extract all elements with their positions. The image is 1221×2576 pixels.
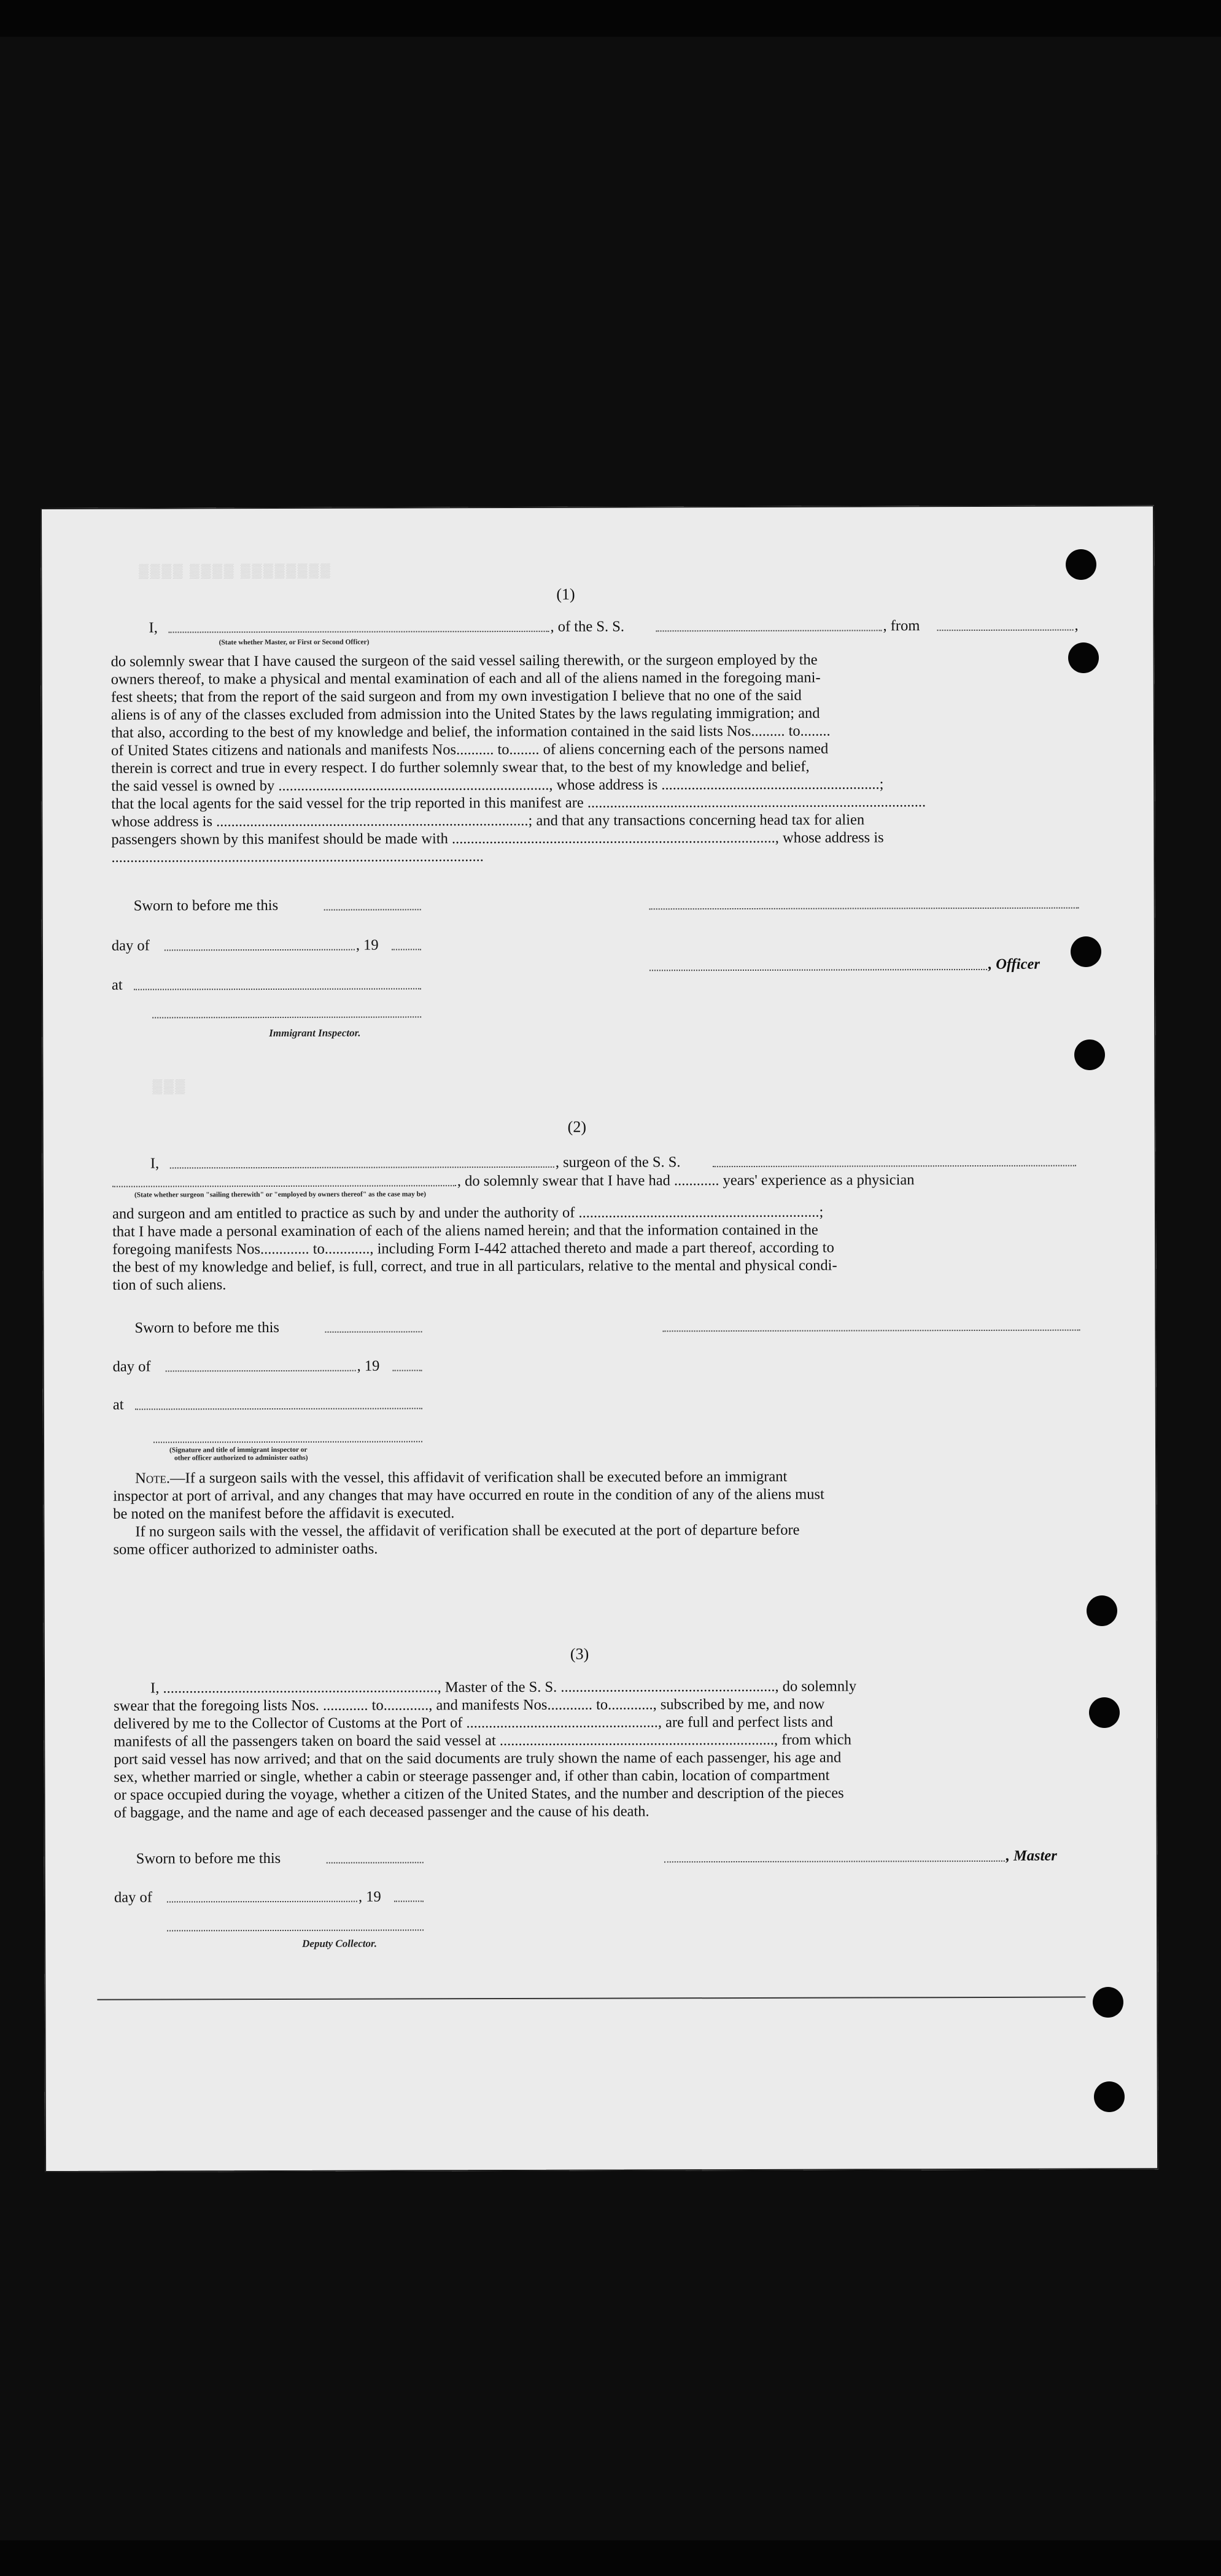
s2-surgeon-signature-blank <box>662 1319 1080 1332</box>
section-2-number: (2) <box>567 1117 587 1136</box>
s1-body <box>111 650 1082 866</box>
punch-hole <box>1087 1595 1117 1626</box>
s1-day-of-label: day of <box>111 937 150 954</box>
s3-body-line: manifests of all the passengers taken on board the said vessel at ........................................................................., from which <box>114 1731 851 1750</box>
s2-at-blank <box>135 1397 422 1409</box>
s3-body-line: delivered by me to the Collector of Customs at the Port of ..................................................., are full and perfect lists and <box>114 1713 833 1732</box>
s2-note-line: inspector at port of arrival, and any changes that may have occurred en route in the condition of any of the aliens must <box>113 1486 824 1505</box>
s1-body-line: of United States citizens and nationals and manifests Nos.......... to........ of aliens concerning each of the persons named <box>110 740 829 759</box>
s1-body-line: therein is correct and true in every respect. I do further solemnly swear that, to the best of my knowledge and belief, <box>111 758 810 777</box>
s2-note-line: If no surgeon sails with the vessel, the affidavit of verification shall be executed at the port of departure before <box>135 1521 800 1540</box>
s2-year-label: , 19 <box>357 1357 380 1375</box>
s2-at-label: at <box>112 1396 124 1413</box>
s1-body-line: whose address is ...................................................................................; and that any transactions concerning head tax for alien <box>111 811 865 830</box>
s2-inspector-signature-blank <box>153 1430 422 1443</box>
s1-officer-signature-blank <box>649 897 1079 910</box>
section-3-number: (3) <box>570 1645 589 1663</box>
bleed-through-mark: ▒▒▒ <box>152 1078 187 1094</box>
s2-line1-surgeon: , surgeon of the S. S. <box>555 1154 681 1171</box>
s1-sworn-label: Sworn to before me this <box>133 897 279 914</box>
s1-body-line: the said vessel is owned by ........................................................................, whose address is ..........................................................; <box>111 776 884 795</box>
punch-hole <box>1093 1987 1123 2018</box>
s1-at-blank <box>134 977 421 990</box>
s2-body-line: tion of such aliens. <box>112 1276 227 1294</box>
s3-body-line: of baggage, and the name and age of each deceased passenger and the cause of his death. <box>114 1803 649 1821</box>
s1-officer-blank <box>649 958 987 971</box>
s2-note-label: Note. <box>135 1470 171 1487</box>
s1-officer-label: , Officer <box>988 955 1040 973</box>
s1-officer-name-blank <box>168 620 549 633</box>
s3-day-blank <box>167 1890 357 1903</box>
s2-day-blank <box>166 1359 356 1372</box>
s2-status-blank <box>112 1174 456 1187</box>
s3-body-line: sex, whether married or single, whether a cabin or steerage passenger and, if other than cabin, location of compartment <box>114 1767 830 1786</box>
s3-deputy-signature-blank <box>167 1918 424 1931</box>
s1-body-line: fest sheets; that from the report of the said surgeon and from my own investigation I believe that no one of the said <box>110 687 802 706</box>
s2-vessel-blank <box>713 1154 1076 1168</box>
s2-note-line: be noted on the manifest before the affidavit is executed. <box>113 1505 455 1522</box>
bottom-divider-rule <box>97 1997 1085 2000</box>
s2-surgeon-name-blank <box>170 1155 554 1169</box>
s1-inspector-signature-blank <box>152 1005 421 1018</box>
s2-note <box>113 1467 1083 1559</box>
punch-hole <box>1071 936 1101 967</box>
section-1-number: (1) <box>556 585 575 603</box>
s2-state-note: (State whether surgeon "sailing therewith" or "employed by owners thereof" as the case may be) <box>134 1190 427 1199</box>
s3-year-blank <box>394 1889 424 1902</box>
s2-sworn-blank <box>325 1320 422 1332</box>
s2-note-text: —If a surgeon sails with the vessel, this affidavit of verification shall be executed before an immigrant <box>169 1468 788 1487</box>
punch-hole <box>1066 549 1096 580</box>
s2-sig-note-1: (Signature and title of immigrant inspector or <box>169 1446 308 1454</box>
s2-line1-i: I, <box>150 1155 160 1172</box>
s2-note-line <box>113 1467 1083 1487</box>
film-edge-top <box>0 0 1221 37</box>
s1-line1-of: , of the S. S. <box>550 618 625 635</box>
s3-body-line: or space occupied during the voyage, whether a citizen of the United States, and the number and description of the pieces <box>114 1784 844 1803</box>
s2-body-line: and surgeon and am entitled to practice as such by and under the authority of ................................................................; <box>112 1203 824 1222</box>
s1-body-line: that also, according to the best of my knowledge and belief, the information contained in the said lists Nos......... to........ <box>110 722 831 741</box>
s3-body <box>114 1677 1084 1822</box>
film-edge-bottom <box>0 2540 1221 2576</box>
s2-day-of-label: day of <box>112 1358 151 1375</box>
s1-line1-comma: , <box>1074 617 1079 634</box>
s2-note-line: some officer authorized to administer oaths. <box>113 1540 378 1558</box>
s1-from-blank <box>937 619 1073 631</box>
s1-body-line: ................................................................................................... <box>111 848 484 866</box>
s1-body-line: aliens is of any of the classes excluded from admission into the United States by the laws regulating immigration; and <box>110 704 820 723</box>
s3-master-label: , Master <box>1006 1847 1057 1864</box>
s2-sworn-label: Sworn to before me this <box>134 1319 279 1336</box>
punch-hole <box>1068 642 1099 673</box>
s2-body-line: the best of my knowledge and belief, is full, correct, and true in all particulars, relative to the mental and physical condi- <box>112 1257 837 1276</box>
s1-day-blank <box>165 938 355 951</box>
s1-state-note: (State whether Master, or First or Second Officer) <box>219 638 370 647</box>
punch-hole <box>1094 2081 1125 2112</box>
s3-body-line: I, ........................................................................., Master of the S. S. ........................................................., do solemnly <box>150 1678 857 1697</box>
s3-day-of-label: day of <box>114 1889 152 1906</box>
s1-sworn-blank <box>324 898 421 910</box>
s2-body-line: that I have made a personal examination of each of the aliens named herein; and that the information contained in the <box>112 1221 818 1240</box>
s3-sworn-label: Sworn to before me this <box>136 1849 281 1867</box>
s2-body <box>112 1203 1082 1294</box>
s1-body-line: that the local agents for the said vessel for the trip reported in this manifest are .......................................................................................... <box>111 793 926 812</box>
s1-year-blank <box>392 938 421 950</box>
s3-body-line: swear that the foregoing lists Nos. ............ to............, and manifests Nos............ to............, subscribed by me, and now <box>114 1695 825 1714</box>
s1-vessel-blank <box>656 619 882 631</box>
bleed-through-mark: ▒▒▒▒ ▒▒▒▒ ▒▒▒▒▒▒▒▒ <box>139 562 332 579</box>
s1-year-label: , 19 <box>355 936 379 954</box>
s1-at-label: at <box>111 976 123 993</box>
s1-body-line: do solemnly swear that I have caused the surgeon of the said vessel sailing therewith, or the surgeon employed by the <box>110 651 818 670</box>
s2-year-blank <box>393 1359 422 1371</box>
s3-body-line: port said vessel has now arrived; and that on the said documents are truly shown the name of each passenger, his age and <box>114 1749 842 1768</box>
s2-sig-note-2: other officer authorized to administer oaths) <box>174 1454 308 1462</box>
s1-line1-from: , from <box>883 617 920 634</box>
s1-line1-i: I, <box>149 619 158 636</box>
s3-master-signature-blank <box>664 1849 1005 1862</box>
s3-deputy-label: Deputy Collector. <box>302 1937 377 1949</box>
punch-hole <box>1074 1039 1105 1070</box>
s2-body-line: foregoing manifests Nos............. to............, including Form I-442 attached thereto and made a part thereof, according to <box>112 1239 834 1258</box>
s3-sworn-blank <box>327 1851 424 1863</box>
s1-inspector-label: Immigrant Inspector. <box>269 1027 361 1039</box>
s3-year-label: , 19 <box>358 1888 381 1905</box>
s1-body-line: passengers shown by this manifest should be made with ......................................................................................, whose address is <box>111 829 884 848</box>
s1-body-line: owners thereof, to make a physical and mental examination of each and all of the aliens named in the foregoing mani- <box>110 669 821 688</box>
s2-line2: , do solemnly swear that I have had ............ years' experience as a physician <box>457 1171 915 1190</box>
punch-hole <box>1089 1697 1120 1728</box>
manifest-affidavit-page <box>41 505 1158 2172</box>
